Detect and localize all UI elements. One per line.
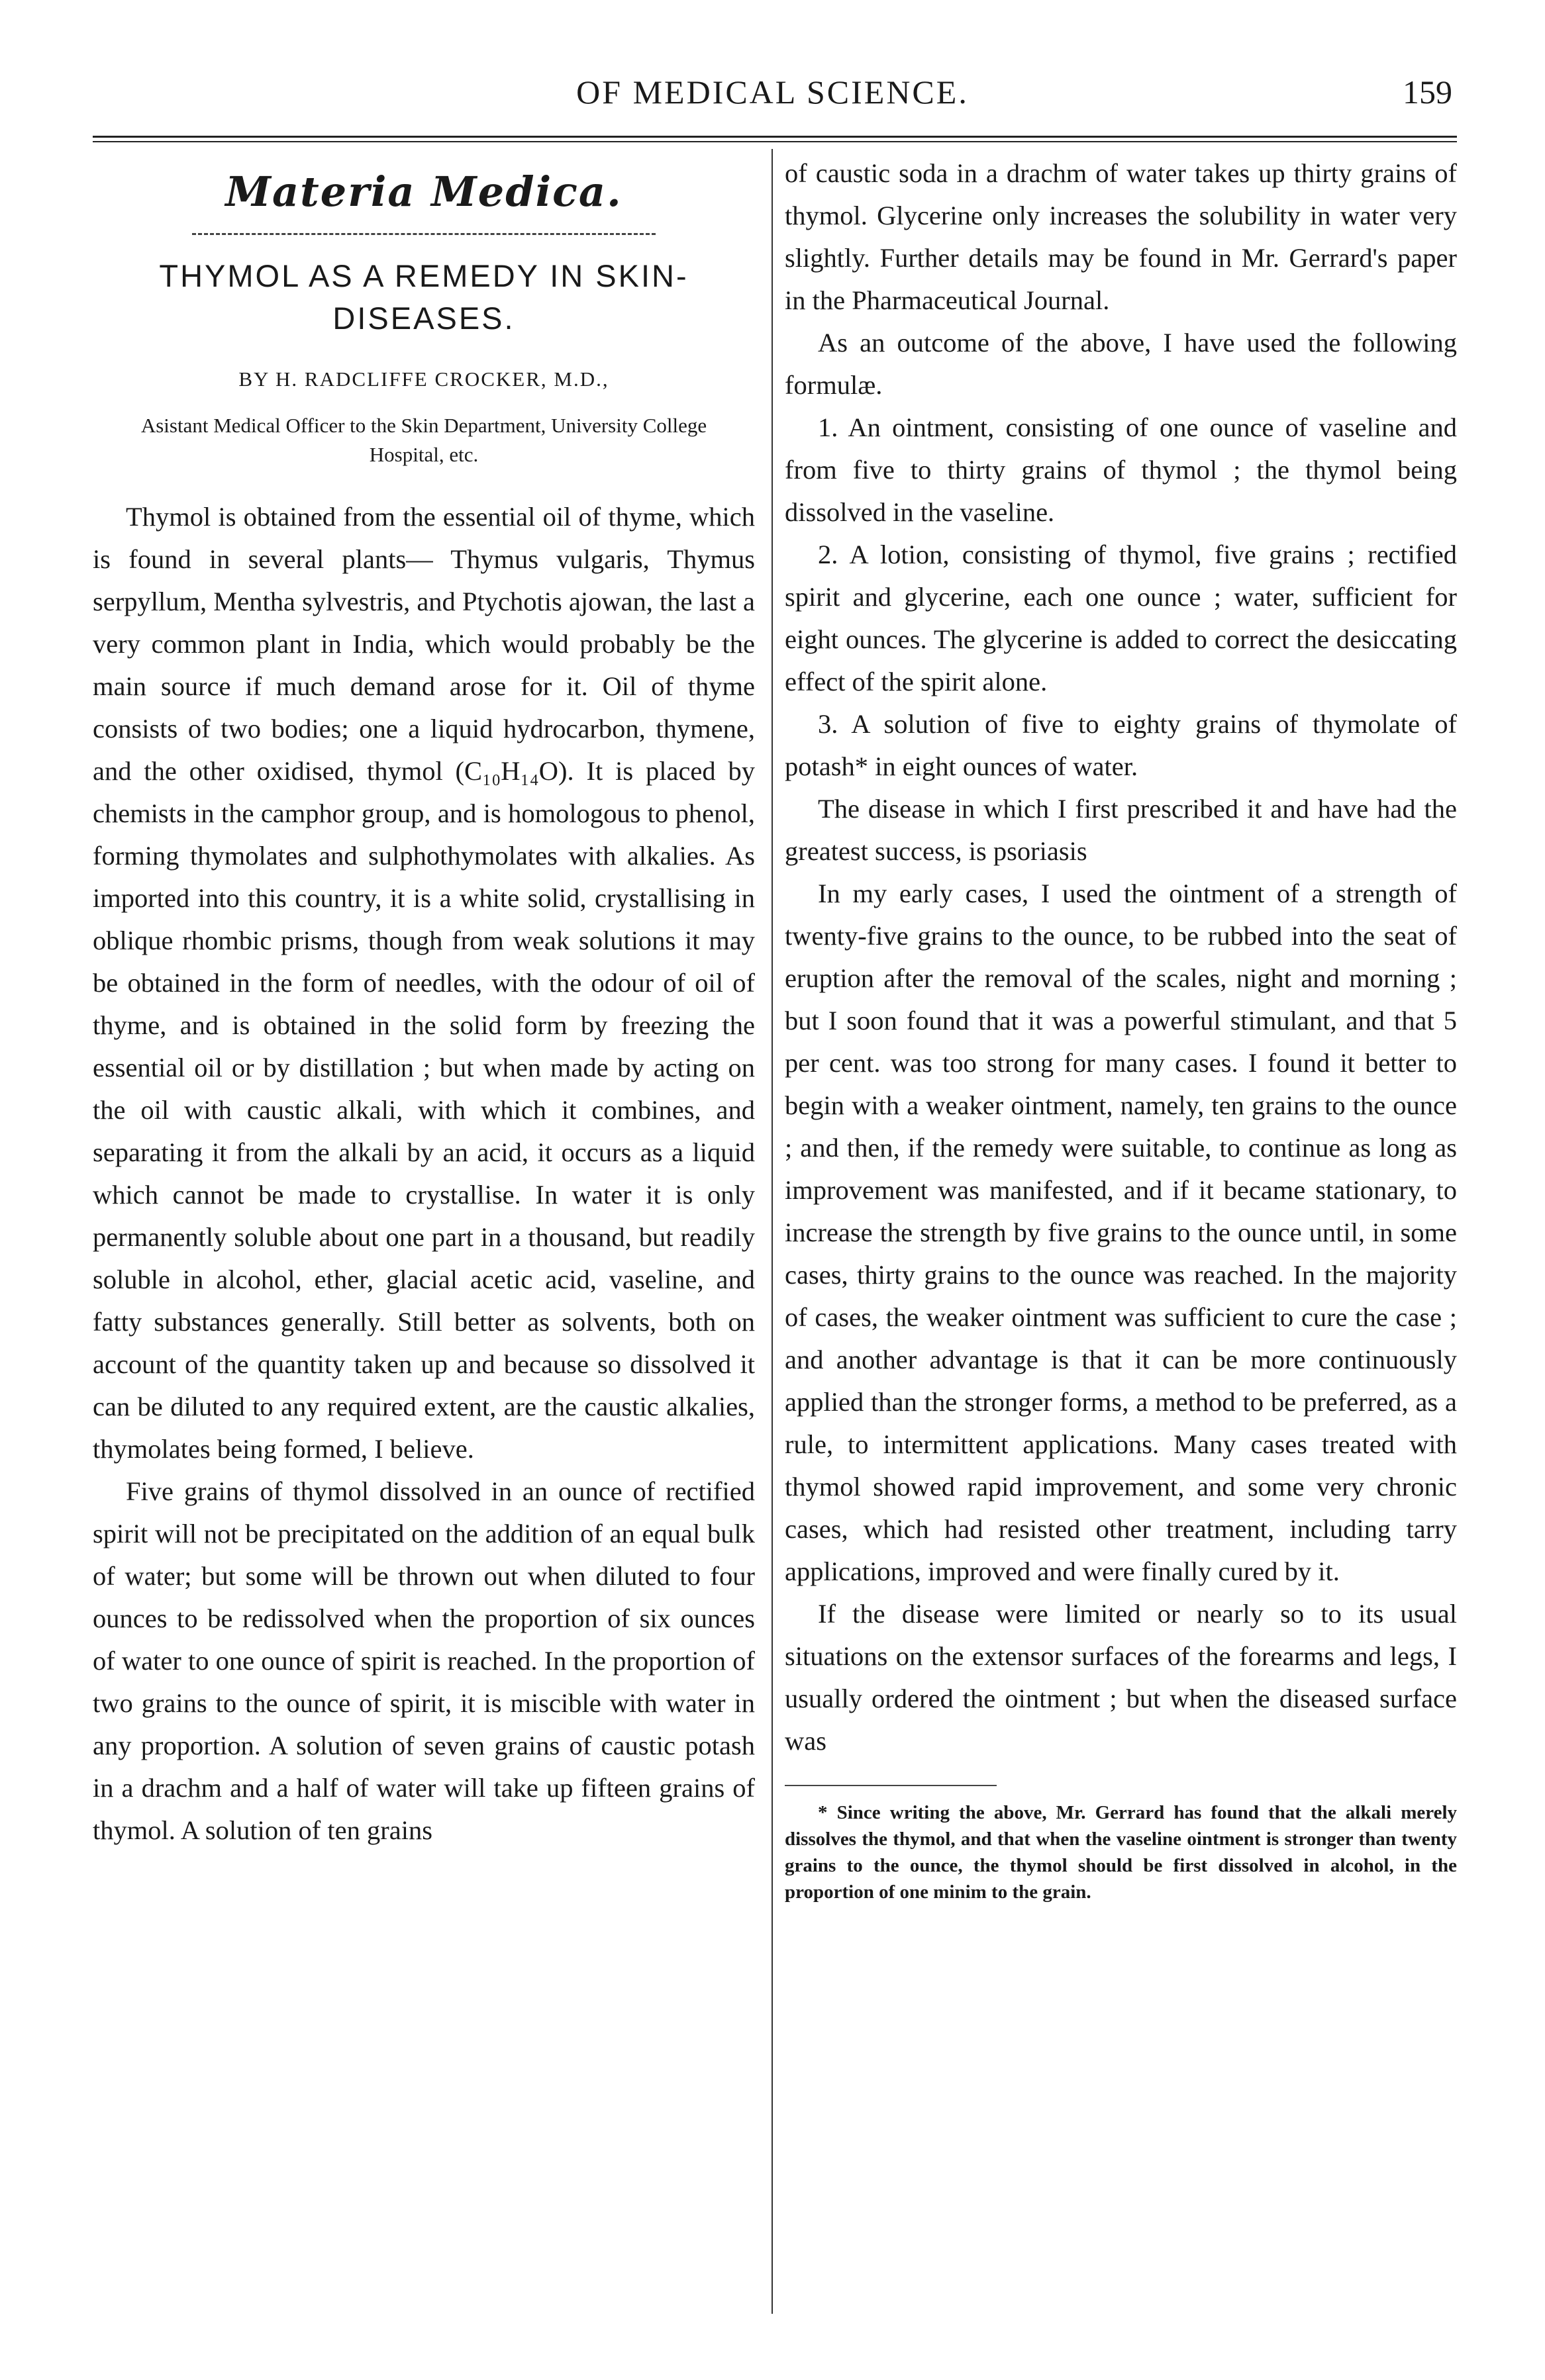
article-byline: BY H. RADCLIFFE CROCKER, M.D., bbox=[238, 367, 609, 391]
section-title: Materia Medica. bbox=[225, 167, 623, 216]
left-column bbox=[93, 152, 755, 1852]
running-head bbox=[0, 66, 1545, 126]
section-divider bbox=[192, 233, 656, 235]
right-column bbox=[785, 152, 1457, 1905]
header-rule-bottom bbox=[93, 141, 1457, 142]
formula-item: 2. A lotion, consisting of thymol, five grains ; rectified spirit and glycerine, each one ounce ; water, sufficient for eight ounces. The glycerine is added to correct the desiccating effect of the spirit alone. bbox=[785, 540, 1457, 696]
body-paragraph: The disease in which I first prescribed it and have had the greatest success, is psoriasis bbox=[785, 794, 1457, 866]
body-paragraph: Thymol is obtained from the essential oil of thyme, which is found in several plants— Thymus vulgaris, Thymus serpyllum, Mentha sylvestris, and Ptychotis ajowan, the last a very common plant in India, which would probably be the main source if much demand arose for it. Oil of thyme consists of two bodies; one a liquid hydrocarbon, thymene, and the other oxidised, thymol (C₁₀H₁₄O). It is placed by chemists in the camphor group, and is homologous to phenol, forming thymolates and sulphothymolates with alkalies. As imported into this country, it is a white solid, crystallising in oblique rhombic prisms, though from weak solutions it may be obtained in the form of needles, with the odour of oil of thyme, and is obtained in the solid form by freezing the essential oil or by distillation ; but when made by acting on the oil with caustic alkali, with which it combines, and separating it from the alkali by an acid, it occurs as a liquid which cannot be made to crystallise. In water it is only permanently soluble about one part in a thousand, but readily soluble in alcohol, ether, glacial acetic acid, vaseline, and fatty substances generally. Still better as solvents, both on account of the quantity taken up and because so dissolved it can be diluted to any required extent, are the caustic alkalies, thymolates being formed, I believe. bbox=[93, 502, 755, 1464]
body-paragraph: As an outcome of the above, I have used the following formulæ. bbox=[785, 328, 1457, 400]
page-number: 159 bbox=[1403, 73, 1452, 111]
footnote: * Since writing the above, Mr. Gerrard has found that the alkali merely dissolves the thymol, and that when the vaseline ointment is stronger than twenty grains to the ounce, the thymol should be first dissolved in alcohol, in the proportion of one minim to the grain. bbox=[785, 1802, 1457, 1903]
author-affiliation: Asistant Medical Officer to the Skin Department, University College Hospital, etc. bbox=[140, 414, 707, 466]
column-divider bbox=[772, 149, 773, 2314]
running-title: OF MEDICAL SCIENCE. bbox=[576, 73, 969, 111]
body-paragraph: Five grains of thymol dissolved in an ounce of rectified spirit will not be precipitated on the addition of an equal bulk of water; but some will be thrown out when diluted to four ounces to be redissolved when the proportion of six ounces of water to one ounce of spirit is reached. In the proportion of two grains to the ounce of spirit, it is miscible with water in any proportion. A solution of seven grains of caustic potash in a drachm and a half of water will take up fifteen grains of thymol. A solution of ten grains bbox=[93, 1476, 755, 1845]
body-paragraph: In my early cases, I used the ointment of a strength of twenty-five grains to the ounce, to be rubbed into the seat of eruption after the removal of the scales, night and morning ; but I soon found that it was a powerful stimulant, and that 5 per cent. was too strong for many cases. I found it better to begin with a weaker ointment, namely, ten grains to the ounce ; and then, if the remedy were suitable, to continue as long as improvement was manifested, and if it became stationary, to increase the strength by five grains to the ounce until, in some cases, thirty grains to the ounce was reached. In the majority of cases, the weaker ointment was sufficient to cure the case ; and another advantage is that it can be more continuously applied than the stronger forms, a method to be preferred, as a rule, to intermittent applications. Many cases treated with thymol showed rapid improvement, and some very chronic cases, which had resisted other treatment, including tarry applications, improved and were finally cured by it. bbox=[785, 879, 1457, 1586]
footnote-rule bbox=[785, 1785, 997, 1786]
formula-item: 3. A solution of five to eighty grains of thymolate of potash* in eight ounces of water. bbox=[785, 709, 1457, 781]
formula-item: 1. An ointment, consisting of one ounce of vaseline and from five to thirty grains of thymol ; the thymol being dissolved in the vaseline. bbox=[785, 412, 1457, 527]
article-title: THYMOL AS A REMEDY IN SKIN-DISEASES. bbox=[159, 258, 689, 336]
body-paragraph: If the disease were limited or nearly so to its usual situations on the extensor surfaces of the forearms and legs, I usually ordered the ointment ; but when the diseased surface was bbox=[785, 1599, 1457, 1756]
header-rule-top bbox=[93, 136, 1457, 138]
body-paragraph: of caustic soda in a drachm of water takes up thirty grains of thymol. Glycerine only increases the solubility in water very slightly. Further details may be found in Mr. Gerrard's paper in the Pharmaceutical Journal. bbox=[785, 158, 1457, 315]
